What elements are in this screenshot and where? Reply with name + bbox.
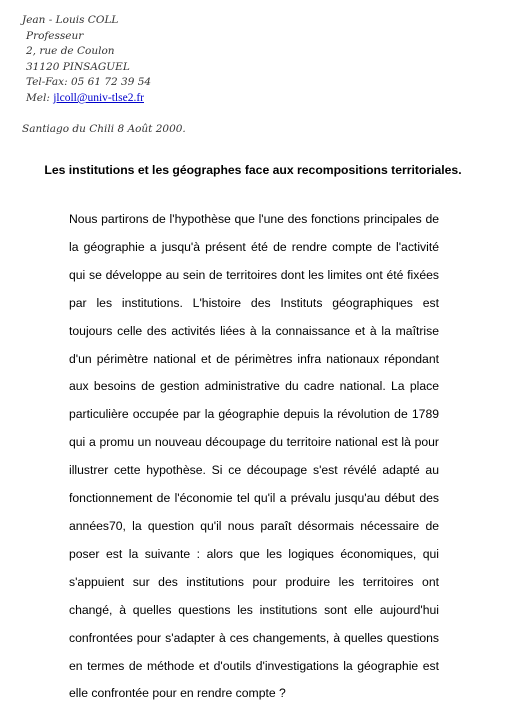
mail-label: Mel:: [26, 91, 50, 104]
sender-city: 31120 PINSAGUEL: [26, 60, 130, 73]
email-link[interactable]: jlcoll@univ-tlse2.fr: [53, 91, 144, 104]
sender-address-block: [22, 13, 151, 107]
sender-name: Jean - Louis COLL: [22, 14, 119, 26]
sender-phone: Tel-Fax: 05 61 72 39 54: [26, 76, 152, 89]
sender-mail-line: [22, 91, 151, 107]
sender-street: 2, rue de Coulon: [26, 45, 115, 58]
body-paragraph: Nous partirons de l'hypothèse que l'une des fonctions principales de la géographie a jusqu'à présent été de rendre compte de l'activité qui se développe au sein de territoires dont les limites ont été fixées par les institutions. L'histoire des Instituts géographiques est toujours celle des activités liées à la connaissance et à la maîtrise d'un périmètre national et de périmètres infra nationaux répondant aux besoins de gestion administrative du cadre national. La place particulière occupée par la géographie depuis la révolution de 1789 qui a promu un nouveau découpage du territoire national est là pour illustrer cette hypothèse. Si ce découpage s'est révélé adapté au fonctionnement de l'économie tel qu'il a prévalu jusqu'au début des années70, la question qu'il nous paraît désormais nécessaire de poser est la suivante : alors que les logiques économiques, qui s'appuient sur des institutions pour produire les territoires ont changé, à quelles questions les institutions sont elle aujourd'hui confrontées pour s'adapter à ces changements, à quelles questions en termes de méthode et d'outils d'investigations la géographie est elle confrontée pour en rendre compte ?: [69, 212, 439, 701]
sender-title: Professeur: [26, 29, 84, 42]
document-title: Les institutions et les géographes face aux recompositions territoriales.: [44, 163, 462, 177]
dateline: Santiago du Chili 8 Août 2000.: [22, 123, 186, 135]
